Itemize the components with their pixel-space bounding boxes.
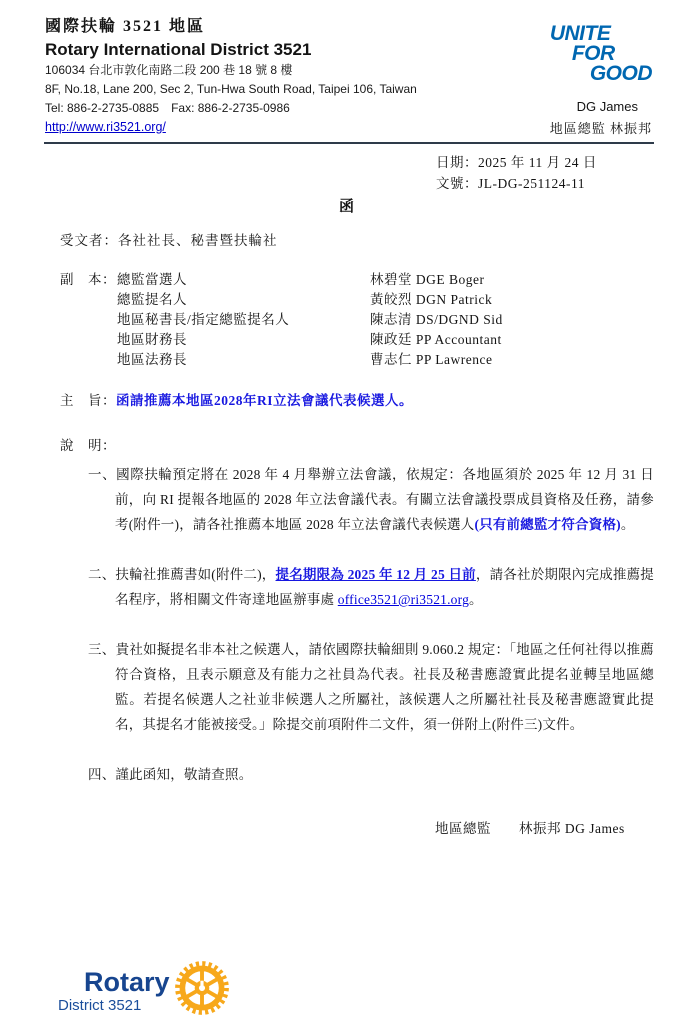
website-link[interactable]: http://www.ri3521.org/ — [45, 120, 166, 134]
cc-title: 總監當選人 — [117, 272, 187, 287]
cc-title: 地區財務長 — [117, 332, 187, 347]
item-number: 二、 — [88, 567, 116, 582]
cc-name: 林碧堂 DGE Boger — [370, 272, 485, 287]
explanation-item-2 — [88, 562, 654, 612]
rotary-logo-text — [58, 969, 170, 1015]
letterhead-left — [45, 16, 417, 137]
dg-name-zh: 地區總監 林振邦 — [549, 121, 652, 136]
explanation-item-4 — [88, 762, 654, 787]
doc-type-title: 函 — [338, 199, 355, 215]
item-number: 三、 — [88, 642, 116, 657]
explanation-label: 說 明： — [60, 438, 116, 453]
item-text: 。 — [620, 517, 635, 532]
item-text: 謹此函知，敬請查照。 — [115, 767, 253, 782]
cc-name: 曹志仁 PP Lawrence — [370, 352, 493, 367]
item-text: 國際扶輪預定將在 2028 年 4 月舉辦立法會議，依規定：各地區須於 2025 年 12 月 31 日前，向 RI 提報各地區的 2028 年立法會議代表。有關立法會議投票成員資格及任務，請參考(附件一)，請各社推薦本地區 2028 年立法會議代表候選人 — [115, 467, 654, 532]
signature-line: 地區總監 林振邦 DG James — [435, 821, 625, 836]
logo-line-good: GOOD — [589, 62, 652, 85]
address-zh: 106034 台北市敦化南路二段 200 巷 18 號 8 樓 — [45, 63, 293, 77]
cc-name: 黃皎烈 DGN Patrick — [370, 292, 493, 307]
email-link[interactable]: office3521@ri3521.org — [337, 592, 470, 607]
doc-meta — [436, 152, 694, 194]
cc-title: 地區法務長 — [117, 352, 187, 367]
explanation-item-1 — [88, 462, 654, 537]
org-name-zh: 國際扶輪 3521 地區 — [45, 18, 206, 35]
deadline-highlight: 提名期限為 2025 年 12 月 25 日前 — [275, 567, 476, 582]
district-label: District 3521 — [58, 997, 142, 1014]
item-number: 四、 — [88, 767, 116, 782]
logo-line-for: FOR — [571, 42, 615, 65]
dg-name-en: DG James — [576, 99, 638, 114]
logo-line-unite: UNITE — [549, 22, 611, 45]
cc-title: 地區秘書長/指定總監提名人 — [117, 312, 290, 327]
subject-text: 函請推薦本地區2028年RI立法會議代表候選人。 — [116, 393, 414, 408]
rotary-wordmark: Rotary — [84, 967, 170, 997]
item-number: 一、 — [88, 467, 117, 482]
tel-fax: Tel: 886-2-2735-0885 Fax: 886-2-2735-0986 — [45, 101, 290, 115]
address-en: 8F, No.18, Lane 200, Sec 2, Tun-Hwa South Road, Taipei 106, Taiwan — [45, 82, 417, 96]
item-text: 貴社如擬提名非本社之候選人，請依國際扶輪細則 9.060.2 規定：「地區之任何社得以推薦符合資格，且表示願意及有能力之社員為代表。社長及秘書應證實此提名並轉呈地區總監。若提名候選人之社並非候選人之所屬社，該候選人之所屬社社長及秘書應證實此提名，其提名才能被接受。」除提交前項附件二文件，須一併附上(附件三)文件。 — [115, 642, 654, 732]
item-text: 。 — [469, 592, 483, 607]
unite-for-good-logo — [550, 24, 652, 84]
cc-label: 副 本： — [60, 272, 116, 287]
explanation-items — [88, 462, 654, 787]
cc-name: 陳志清 DS/DGND Sid — [370, 312, 503, 327]
cc-title: 總監提名人 — [117, 292, 187, 307]
letterhead — [45, 16, 652, 137]
rotary-district-logo — [58, 968, 230, 1016]
header-divider — [44, 142, 654, 144]
subject-line — [60, 389, 650, 409]
eligibility-highlight: (只有前總監才符合資格) — [474, 517, 621, 532]
org-name-en: Rotary International District 3521 — [45, 40, 312, 59]
doc-date: 日期：2025 年 11 月 24 日 — [436, 155, 597, 170]
subject-label: 主 旨： — [60, 393, 116, 408]
item-text: 扶輪社推薦書如(附件二)， — [115, 567, 276, 582]
cc-list — [60, 270, 650, 370]
item-text: ，請各社於期限內完成推薦提名程序，將相關文件寄達地區辦事處 — [115, 567, 654, 607]
explanation-item-3 — [88, 637, 654, 737]
cc-name: 陳政廷 PP Accountant — [370, 332, 502, 347]
recipient-line: 受文者：各社社長、秘書暨扶輪社 — [60, 233, 278, 248]
doc-number: 文號：JL-DG-251124-11 — [436, 176, 585, 191]
rotary-wheel-icon — [174, 960, 230, 1016]
letterhead-right — [550, 16, 652, 137]
